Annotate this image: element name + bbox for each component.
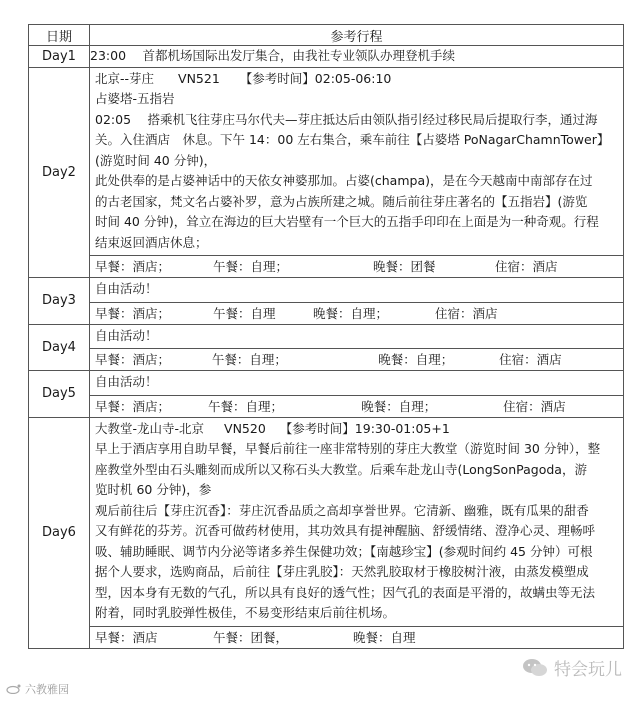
plan-line: 自由活动！: [95, 327, 158, 343]
header-date: 日期: [29, 25, 90, 46]
plan-line: 时间 40 分钟)，耸立在海边的巨大岩壁有一个巨大的五指手印印在上面是为一种奇观。行程: [95, 214, 599, 229]
lunch: 午餐：自理；: [211, 352, 287, 367]
day-plan: [90, 67, 624, 278]
plan-line: 附着，同时乳胶弹性极佳，不易变形结束后前往机场。: [95, 605, 396, 620]
meal-info: [90, 626, 623, 648]
flight-number: VN520: [224, 420, 266, 436]
watermark-right-text: 特会玩儿: [554, 660, 622, 680]
dinner: 晚餐：自理: [353, 629, 416, 645]
plan-line: 02:05 搭乘机飞往芽庄马尔代夫—芽庄抵达后由领队指引经过移民局后提取行李，通过海: [95, 111, 598, 127]
plan-line: (游览时间 40 分钟)，: [95, 152, 217, 168]
day-plan: [90, 417, 624, 648]
day-row: [29, 67, 624, 278]
header-row: [29, 25, 624, 46]
plan-line: 型，因本身有无数的气孔，所以具有良好的透气性；因气孔的表面是平滑的，故螨虫等无法: [95, 584, 596, 600]
lodging: 住宿：酒店: [435, 305, 498, 321]
day-row: [29, 278, 624, 325]
day-plan: [90, 371, 624, 418]
weibo-icon: [6, 684, 22, 694]
day-row: [29, 46, 624, 68]
plan-line: 关。入住酒店 休息。下午 14：00 左右集合，乘车前往【占婆塔 PoNagarChamnTower】: [95, 132, 610, 147]
watermark-source: [6, 681, 69, 697]
day-row: [29, 417, 624, 648]
plan-line: 据个人要求，选购商品，后前往【芽庄乳胶】：天然乳胶取材于橡胶树汁液，由蒸发模塑成: [95, 564, 589, 579]
lodging: 住宿：酒店: [499, 352, 562, 367]
flight-number: VN521: [178, 70, 220, 86]
meal-info: [90, 348, 623, 370]
breakfast: 早餐：酒店；: [95, 398, 171, 414]
meal-info: [90, 255, 623, 277]
lunch: 午餐：自理；: [213, 259, 289, 274]
flight-info: [95, 419, 618, 440]
day-label: Day2: [29, 67, 90, 278]
flight-info: [95, 69, 618, 90]
lunch: 午餐：自理；: [208, 398, 284, 414]
plan-line: 自由活动！: [95, 374, 158, 389]
plan-line: 此处供奉的是占婆神话中的天依女神婆那加。占婆(champa)，是在今天越南中南部存在过: [95, 173, 593, 188]
flight-route: 北京--芽庄: [95, 70, 155, 86]
dinner: 晚餐：自理；: [378, 352, 454, 367]
itinerary-table: [28, 24, 624, 649]
flight-time: 【参考时间】19:30-01:05+1: [279, 420, 450, 436]
plan-line: 早上于酒店享用自助早餐，早餐后前往一座非常特别的芽庄大教堂（游览时间 30 分钟），整: [95, 441, 601, 456]
day-label: Day4: [29, 324, 90, 371]
lodging: 住宿：酒店: [495, 259, 558, 274]
dinner: 晚餐：团餐: [373, 259, 436, 274]
header-itinerary: 参考行程: [90, 25, 624, 46]
plan-line: 观后前往后【芽庄沉香】：芽庄沉香品质之高却享誉世界。它清新、幽雅，既有瓜果的甜香: [95, 502, 589, 518]
day-row: [29, 324, 624, 371]
day-label: Day1: [29, 46, 90, 68]
watermark-left-text: 六教雅园: [25, 683, 69, 696]
plan-line: 吸、辅助睡眠、调节内分泌等诸多养生保健功效；【南越珍宝】(参观时间约 45 分钟）可根: [95, 543, 593, 559]
plan-line: 23:00 首都机场国际出发厅集合，由我社专业领队办理登机手续: [90, 48, 455, 63]
lunch: 午餐：自理: [213, 305, 276, 321]
plan-line: 的古老国家，梵文名占婆补罗，意为占族所建之城。随后前往芽庄著名的【五指岩】(游览: [95, 193, 588, 209]
plan-line: 结束返回酒店休息；: [95, 234, 208, 250]
plan-line: 览时机 60 分钟)，参: [95, 482, 212, 497]
day-label: Day6: [29, 417, 90, 648]
meal-info: [90, 395, 623, 417]
plan-line: 座教堂外型由石头雕刻而成所以又称石头大教堂。后乘车赴龙山寺(LongSonPagoda，游: [95, 461, 587, 477]
dinner: 晚餐：自理；: [361, 398, 437, 414]
day-plan: [90, 324, 624, 371]
plan-line: 自由活动！: [95, 281, 158, 296]
day-label: Day5: [29, 371, 90, 418]
breakfast: 早餐：酒店: [95, 629, 158, 645]
lunch: 午餐：团餐，: [213, 629, 289, 645]
plan-line: 又有鲜花的芬芳。沉香可做药材使用，其功效具有提神醒脑、舒缓情绪、澄净心灵、理畅呼: [95, 523, 596, 538]
breakfast: 早餐：酒店；: [95, 305, 171, 321]
flight-time: 【参考时间】02:05-06:10: [239, 70, 392, 86]
dinner: 晚餐：自理；: [313, 305, 389, 321]
day-row: [29, 371, 624, 418]
meal-info: [90, 302, 623, 324]
day-label: Day3: [29, 278, 90, 325]
day-plan: [90, 278, 624, 325]
wechat-icon: [522, 657, 548, 679]
day-plan: [90, 46, 624, 68]
lodging: 住宿：酒店: [503, 398, 566, 414]
flight-route: 大教堂-龙山寺-北京: [95, 420, 205, 436]
plan-line: 占婆塔-五指岩: [95, 91, 175, 106]
breakfast: 早餐：酒店；: [95, 352, 171, 367]
watermark-brand: [522, 655, 622, 680]
breakfast: 早餐：酒店；: [95, 259, 171, 274]
